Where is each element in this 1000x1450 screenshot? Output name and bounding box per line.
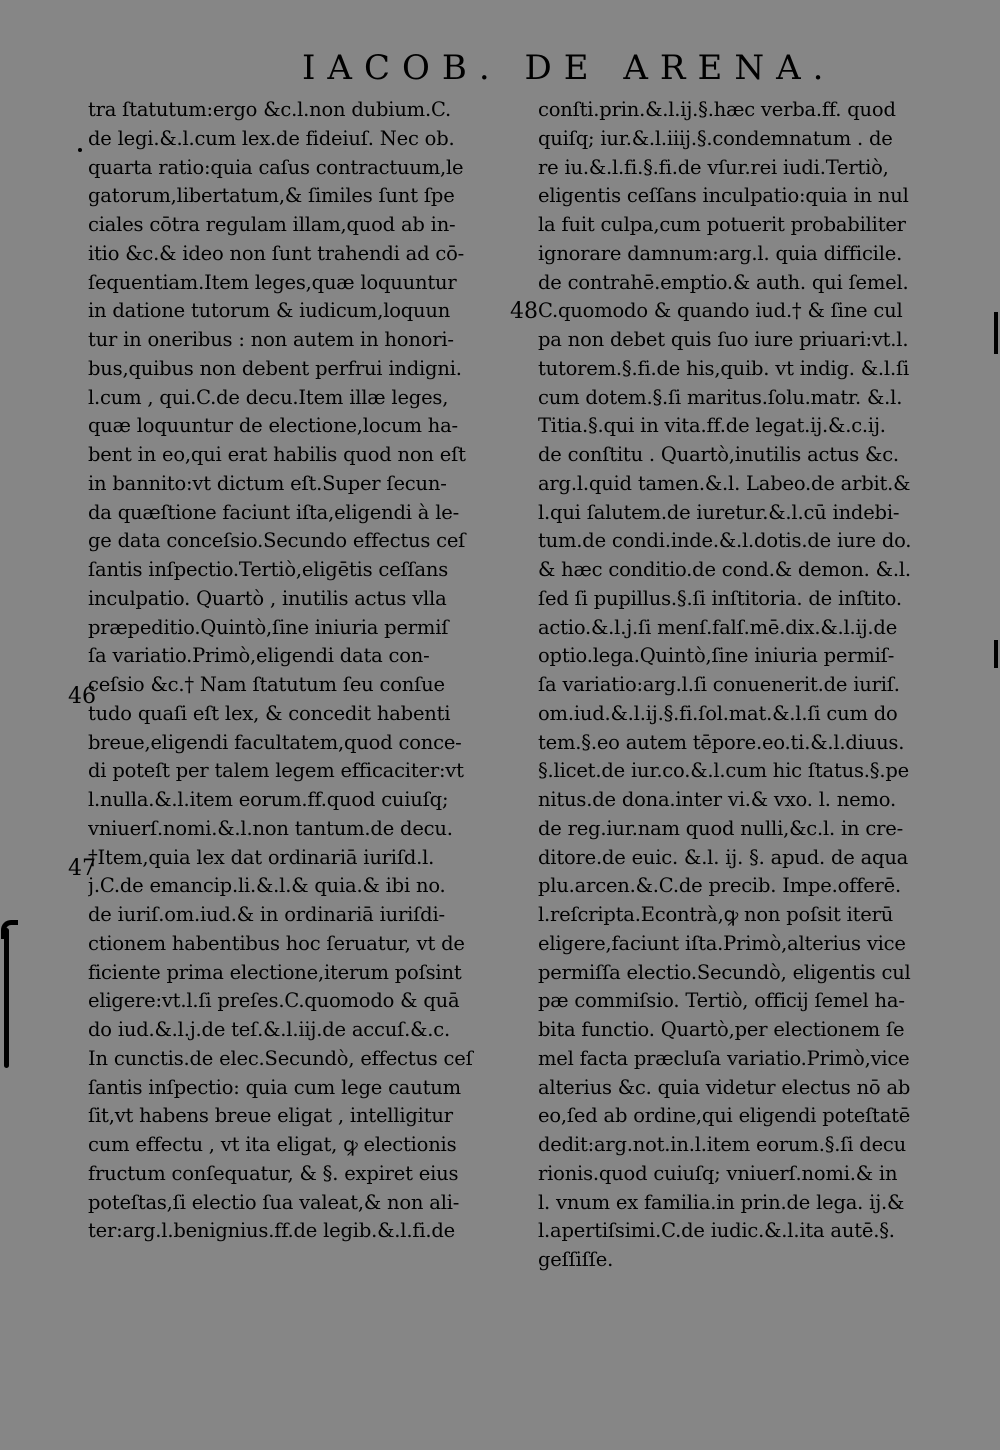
text-line: di poteſt per talem legem efficaciter:vt (88, 759, 464, 783)
text-line: ignorare damnum:arg.l. quia difficile. (538, 241, 903, 265)
text-line: tur in oneribus : non autem in honori- (88, 328, 454, 351)
ink-speck (78, 148, 82, 152)
text-line: quarta ratio:quia caſus contractuum,le (88, 155, 464, 179)
text-line: ſit,vt habens breue eligat , intelligitur (88, 1104, 453, 1128)
text-line: ſequentiam.Item leges,quæ loquuntur (88, 270, 457, 294)
text-line: eligere,faciunt iſta.Primò,alterius vice (538, 931, 906, 955)
margin-marker-47: 47 (68, 856, 96, 881)
text-line: do iud.&.l.j.de teſ.&.l.iij.de accuſ.&.c. (88, 1018, 450, 1041)
text-line: & hæc conditio.de cond.& demon. &.l. (538, 558, 911, 581)
text-line: l.nulla.&.l.item eorum.ff.quod cuiuſq; (88, 788, 449, 811)
text-line: §.licet.de iur.co.&.l.cum hic ſtatus.§.pe (538, 759, 909, 783)
text-line: l.cum , qui.C.de decu.Item illæ leges, (88, 385, 449, 409)
text-line: præpeditio.Quintò,ſine iniuria permiſ (88, 615, 449, 639)
text-line: alterius &c. quia videtur electus nō ab (538, 1075, 911, 1099)
text-line: ſantis inſpectio.Tertiò,eligētis ceſſans (88, 558, 449, 581)
text-line: C.quomodo & quando iud.† & ſine cul (538, 299, 903, 323)
text-line: dedit:arg.not.in.l.item eorum.§.ſi decu (538, 1133, 906, 1156)
text-line: re iu.&.l.fi.§.fi.de vſur.rei iudi.Tertiò, (538, 155, 889, 179)
text-line: de reg.iur.nam quod nulli,&c.l. in cre- (538, 816, 903, 840)
text-line: conſti.prin.&.l.ij.§.hæc verba.ff. quod (538, 98, 896, 121)
text-line: tem.§.eo autem tēpore.eo.ti.&.l.diuus. (538, 730, 905, 754)
text-line: In cunctis.de elec.Secundò, effectus ceſ (88, 1046, 473, 1070)
text-line: tra ſtatutum:ergo &c.l.non dubium.C. (88, 98, 451, 121)
text-line: ſed ſi pupillus.§.ſi inſtitoria. de inſtito. (538, 586, 902, 610)
text-line: ſantis inſpectio: quia cum lege cautum (88, 1075, 461, 1099)
text-line: permiſſa electio.Secundò, eligentis cul (538, 960, 911, 984)
text-line: pæ commiſsio. Tertiò, officij ſemel ha- (538, 989, 905, 1013)
text-line: om.iud.&.l.ij.§.fi.ſol.mat.&.l.ſi cum do (538, 701, 898, 725)
margin-marker-46: 46 (68, 684, 96, 709)
text-line: eo,ſed ab ordine,qui eligendi poteſtatē (538, 1104, 911, 1128)
text-line: ditore.de euic. &.l. ij. §. apud. de aqua (538, 845, 909, 869)
text-line: tutorem.§.fi.de his,quib. vt indig. &.l.ſi (538, 356, 909, 380)
text-line: ciales cōtra regulam illam,quod ab in- (88, 213, 456, 236)
text-line: ge data conceſsio.Secundo effectus ceſ (88, 529, 466, 553)
text-line: ſa variatio.Primò,eligendi data con- (88, 644, 430, 668)
text-line: actio.&.l.j.ſi menſ.falſ.mē.dix.&.l.ij.de (538, 615, 898, 639)
text-line: quæ loquuntur de electione,locum ha- (88, 414, 458, 438)
text-line: plu.arcen.&.C.de precib. Impe.offerē. (538, 874, 902, 898)
right-column (538, 96, 950, 1275)
text-line: ceſsio &c.† Nam ſtatutum ſeu conſue (88, 673, 445, 696)
text-line: breue,eligendi facultatem,quod conce- (88, 730, 462, 754)
text-line: bus,quibus non debent perfrui indigni. (88, 356, 462, 380)
text-line: inculpatio. Quartò , inutilis actus vlla (88, 586, 447, 610)
text-line: fructum conſequatur, & §. expiret eius (88, 1161, 459, 1185)
text-line: gatorum,libertatum,& ſimiles ſunt ſpe (88, 184, 455, 208)
text-line: ter:arg.l.benignius.ff.de legib.&.l.fi.de (88, 1219, 455, 1243)
margin-marker-48: 48 (510, 299, 538, 324)
text-line: †Item,quia lex dat ordinariā iuriſd.l. (88, 845, 435, 869)
text-line: quiſq; iur.&.l.iiij.§.condemnatum . de (538, 126, 893, 150)
text-line: l.reſcripta.Econtrà,ꝙ non poſsit iterū (538, 903, 894, 926)
text-line: l.qui ſalutem.de iuretur.&.l.cū indebi- (538, 500, 900, 524)
text-line: de conſtitu . Quartò,inutilis actus &c. (538, 443, 899, 466)
page-edge-tick (994, 312, 998, 354)
text-line: de iuriſ.om.iud.& in ordinariā iuriſdi- (88, 903, 445, 926)
text-line: pa non debet quis ſuo iure priuari:vt.l. (538, 328, 909, 351)
text-line: eligere:vt.l.ſi preſes.C.quomodo & quā (88, 989, 460, 1013)
text-line: tudo quaſi eſt lex, & concedit habenti (88, 701, 451, 725)
text-line: arg.l.quid tamen.&.l. Labeo.de arbit.& (538, 471, 911, 495)
text-line: ficiente prima electione,iterum poſsint (88, 960, 462, 984)
text-line: nitus.de dona.inter vi.& vxo. l. nemo. (538, 788, 896, 811)
text-line: tum.de condi.inde.&.l.dotis.de iure do. (538, 529, 912, 553)
text-line: geſſiſſe. (538, 1248, 614, 1271)
text-line: ſa variatio:arg.l.ſi conuenerit.de iuriſ. (538, 673, 900, 696)
text-line: de contrahē.emptio.& auth. qui ſemel. (538, 270, 909, 294)
text-line: bent in eo,qui erat habilis quod non eſt (88, 443, 466, 466)
text-line: rionis.quod cuiuſq; vniuerſ.nomi.& in (538, 1161, 898, 1185)
text-line: optio.lega.Quintò,ſine iniuria permiſ- (538, 644, 895, 668)
left-column (88, 96, 508, 1246)
text-line: in bannito:vt dictum eſt.Super ſecun- (88, 471, 447, 495)
text-line: bita functio. Quartò,per electionem ſe (538, 1018, 905, 1041)
text-line: poteſtas,ſi electio ſua valeat,& non ali- (88, 1190, 460, 1214)
text-line: vniuerſ.nomi.&.l.non tantum.de decu. (88, 816, 453, 840)
text-line: la fuit culpa,cum potuerit probabiliter (538, 213, 906, 236)
text-line: itio &c.& ideo non ſunt trahendi ad cō- (88, 241, 465, 265)
text-line: mel facta præcluſa variatio.Primò,vice (538, 1046, 910, 1070)
running-header: IACOB. DE ARENA. (302, 48, 836, 88)
page-edge-tick (994, 640, 998, 668)
text-line: eligentis ceſſans inculpatio:quia in nul (538, 184, 909, 208)
text-line: cum effectu , vt ita eligat, ꝙ electionis (88, 1133, 457, 1156)
text-line: ctionem habentibus hoc ſeruatur, vt de (88, 931, 465, 955)
text-line: Titia.§.qui in vita.ff.de legat.ij.&.c.ij. (538, 414, 886, 438)
text-line: cum dotem.§.ſi maritus.ſolu.matr. &.l. (538, 385, 903, 409)
text-line: l.apertiſsimi.C.de iudic.&.l.ita autē.§. (538, 1219, 895, 1243)
text-line: in datione tutorum & iudicum,loquun (88, 299, 451, 323)
text-line: l. vnum ex familia.in prin.de lega. ij.& (538, 1190, 905, 1214)
text-line: da quæſtione faciunt iſta,eligendi à le- (88, 500, 459, 524)
binding-edge-line (4, 928, 9, 1068)
text-line: de legi.&.l.cum lex.de fideiuſ. Nec ob. (88, 126, 455, 150)
text-line: j.C.de emancip.li.&.l.& quia.& ibi no. (88, 874, 446, 898)
